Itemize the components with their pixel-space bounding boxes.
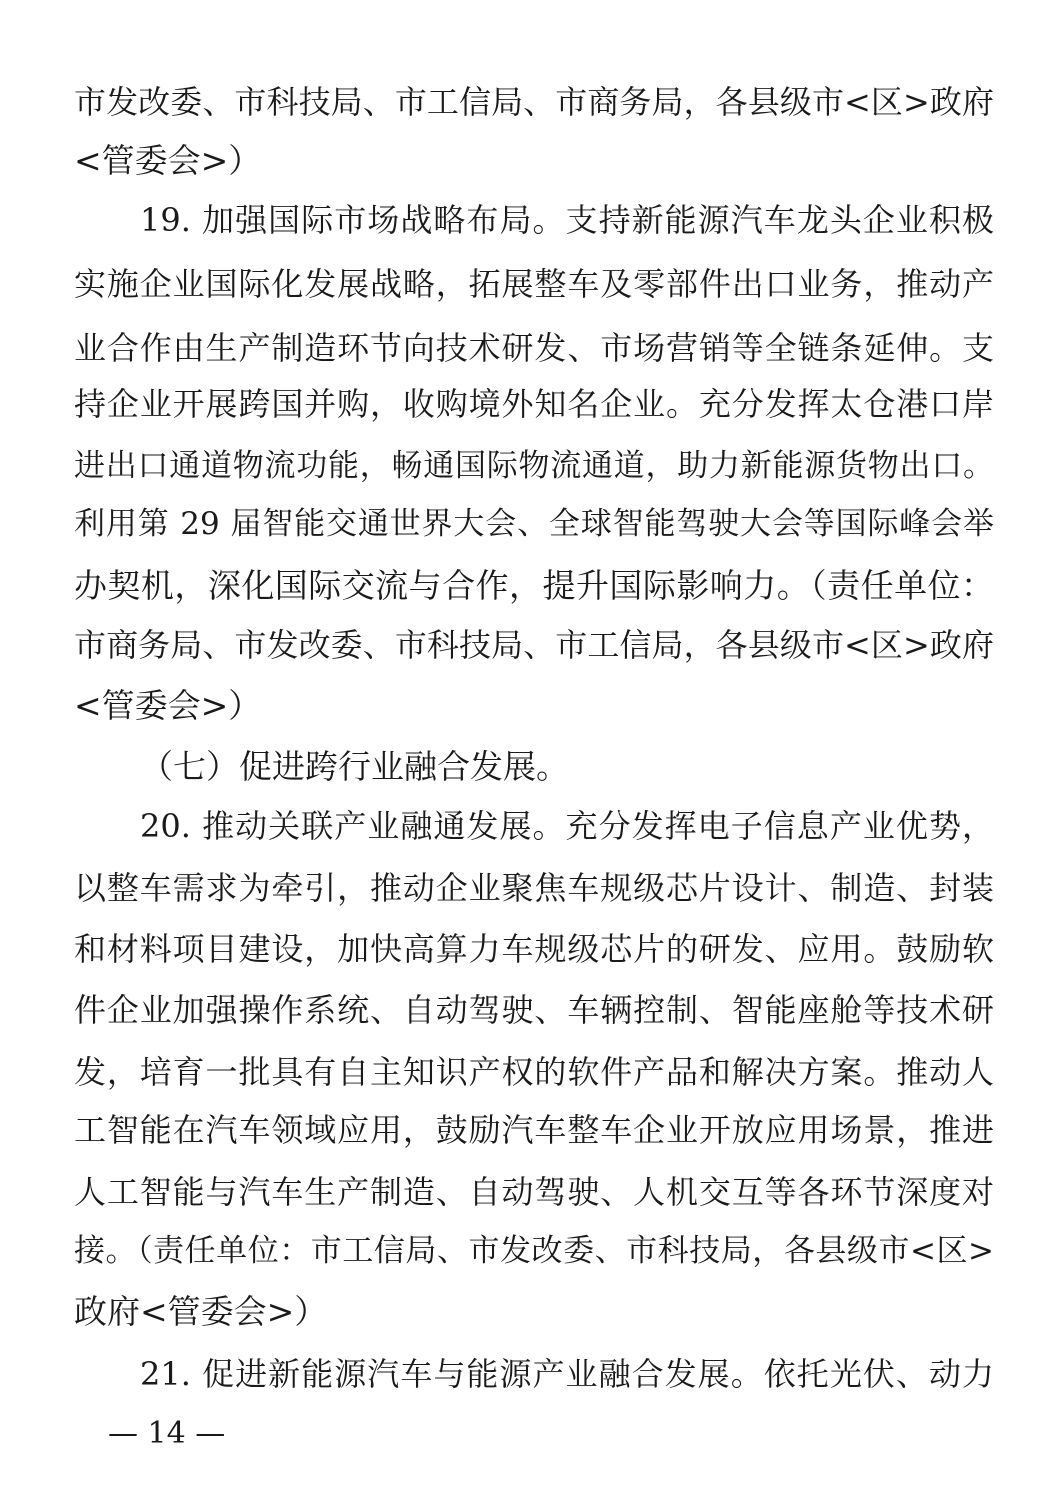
text-line: <管委会>）: [74, 141, 262, 180]
paragraph-21-heading-line: 21. 促进新能源汽车与能源产业融合发展。依托光伏、动力: [140, 1355, 994, 1393]
text-line: 进出口通道物流功能，畅通国际物流通道，助力新能源货物出口。: [74, 448, 994, 484]
text-line: 利用第 29 届智能交通世界大会、全球智能驾驶大会等国际峰会举: [74, 506, 994, 542]
text-line: <管委会>）: [74, 686, 262, 725]
text-line: 发，培育一批具有自主知识产权的软件产品和解决方案。推动人: [74, 1053, 994, 1091]
text-line: 以整车需求为牵引，推动企业聚焦车规级芯片设计、制造、封装: [74, 869, 994, 907]
section-heading: （七）促进跨行业融合发展。: [140, 747, 569, 786]
text-line: 持企业开展跨国并购，收购境外知名企业。充分发挥太仓港口岸: [74, 385, 994, 423]
text-line: 市商务局、市发改委、市科技局、市工信局，各县级市<区>政府: [74, 626, 994, 664]
text-line: 件企业加强操作系统、自动驾驶、车辆控制、智能座舱等技术研: [74, 991, 994, 1029]
text-line: 工智能在汽车领域应用，鼓励汽车整车企业开放应用场景，推进: [74, 1111, 994, 1149]
page-number: — 14 —: [108, 1416, 226, 1451]
text-line: 办契机，深化国际交流与合作，提升国际影响力。（责任单位：: [74, 566, 994, 605]
text-line: 政府<管委会>）: [74, 1292, 328, 1331]
text-line: 和材料项目建设，加快高算力车规级芯片的研发、应用。鼓励软: [74, 930, 994, 968]
paragraph-19-heading-line: 19. 加强国际市场战略布局。支持新能源汽车龙头企业积极: [140, 201, 994, 239]
text-line: 市发改委、市科技局、市工信局、市商务局，各县级市<区>政府: [74, 83, 994, 121]
text-line: 业合作由生产制造环节向技术研发、市场营销等全链条延伸。支: [74, 329, 994, 367]
text-line: 人工智能与汽车生产制造、自动驾驶、人机交互等各环节深度对: [74, 1173, 994, 1211]
text-line: 实施企业国际化发展战略，拓展整车及零部件出口业务，推动产: [74, 265, 994, 303]
paragraph-20-heading-line: 20. 推动关联产业融通发展。充分发挥电子信息产业优势，: [140, 807, 994, 845]
text-line: 接。（责任单位：市工信局、市发改委、市科技局，各县级市<区>: [74, 1233, 994, 1269]
